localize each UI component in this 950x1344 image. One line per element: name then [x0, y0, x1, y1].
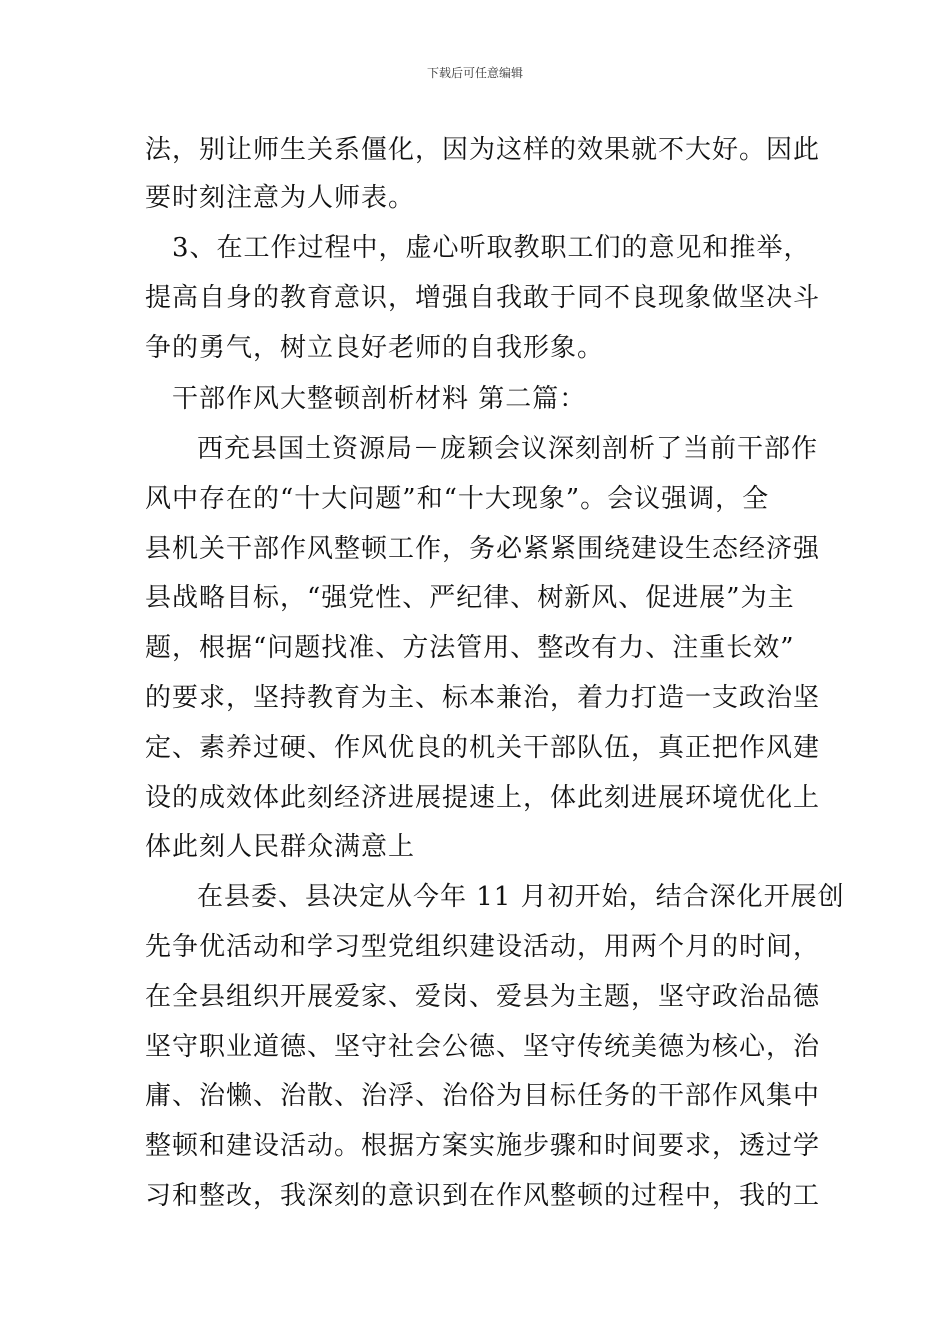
text-line: 习和整改，我深刻的意识到在作风整顿的过程中，我的工 — [145, 1181, 821, 1211]
text-line: 在县委、县决定从今年 11 月初开始，结合深化开展创 — [197, 882, 845, 912]
text-line: 在全县组织开展爱家、爱岗、爱县为主题，坚守政治品德 — [145, 982, 821, 1012]
text-line: 3、在工作过程中，虚心听取教职工们的意见和推举， — [172, 233, 811, 263]
section-heading: 干部作风大整顿剖析材料 第二篇： — [172, 384, 587, 414]
text-line: 的要求，坚持教育为主、标本兼治，着力打造一支政治坚 — [145, 683, 821, 713]
text-line: 争的勇气，树立良好老师的自我形象。 — [145, 333, 605, 363]
text-line: 庸、治懒、治散、治浮、治俗为目标任务的干部作风集中 — [145, 1081, 821, 1111]
text-line: 设的成效体此刻经济进展提速上，体此刻进展环境优化上 — [145, 783, 821, 813]
text-line: 县战略目标，“强党性、严纪律、树新风、促进展”为主 — [145, 583, 795, 613]
text-line: 提高自身的教育意识，增强自我敢于同不良现象做坚决斗 — [145, 283, 821, 313]
text-line: 县机关干部作风整顿工作，务必紧紧围绕建设生态经济强 — [145, 534, 821, 564]
text-line: 风中存在的“十大问题”和“十大现象”。会议强调，全 — [145, 484, 770, 514]
text-line: 西充县国土资源局－庞颖会议深刻剖析了当前干部作 — [197, 434, 819, 464]
page-header-note: 下载后可任意编辑 — [426, 66, 523, 80]
text-line: 题，根据“问题找准、方法管用、整改有力、注重长效” — [145, 633, 795, 663]
text-line: 坚守职业道德、坚守社会公德、坚守传统美德为核心，治 — [145, 1032, 821, 1062]
text-line: 体此刻人民群众满意上 — [145, 832, 416, 862]
text-line: 定、素养过硬、作风优良的机关干部队伍，真正把作风建 — [145, 733, 821, 763]
text-line: 要时刻注意为人师表。 — [145, 183, 416, 213]
text-line: 先争优活动和学习型党组织建设活动，用两个月的时间， — [145, 932, 821, 962]
text-line: 法，别让师生关系僵化，因为这样的效果就不大好。因此 — [145, 135, 821, 165]
text-line: 整顿和建设活动。根据方案实施步骤和时间要求，透过学 — [145, 1131, 821, 1161]
